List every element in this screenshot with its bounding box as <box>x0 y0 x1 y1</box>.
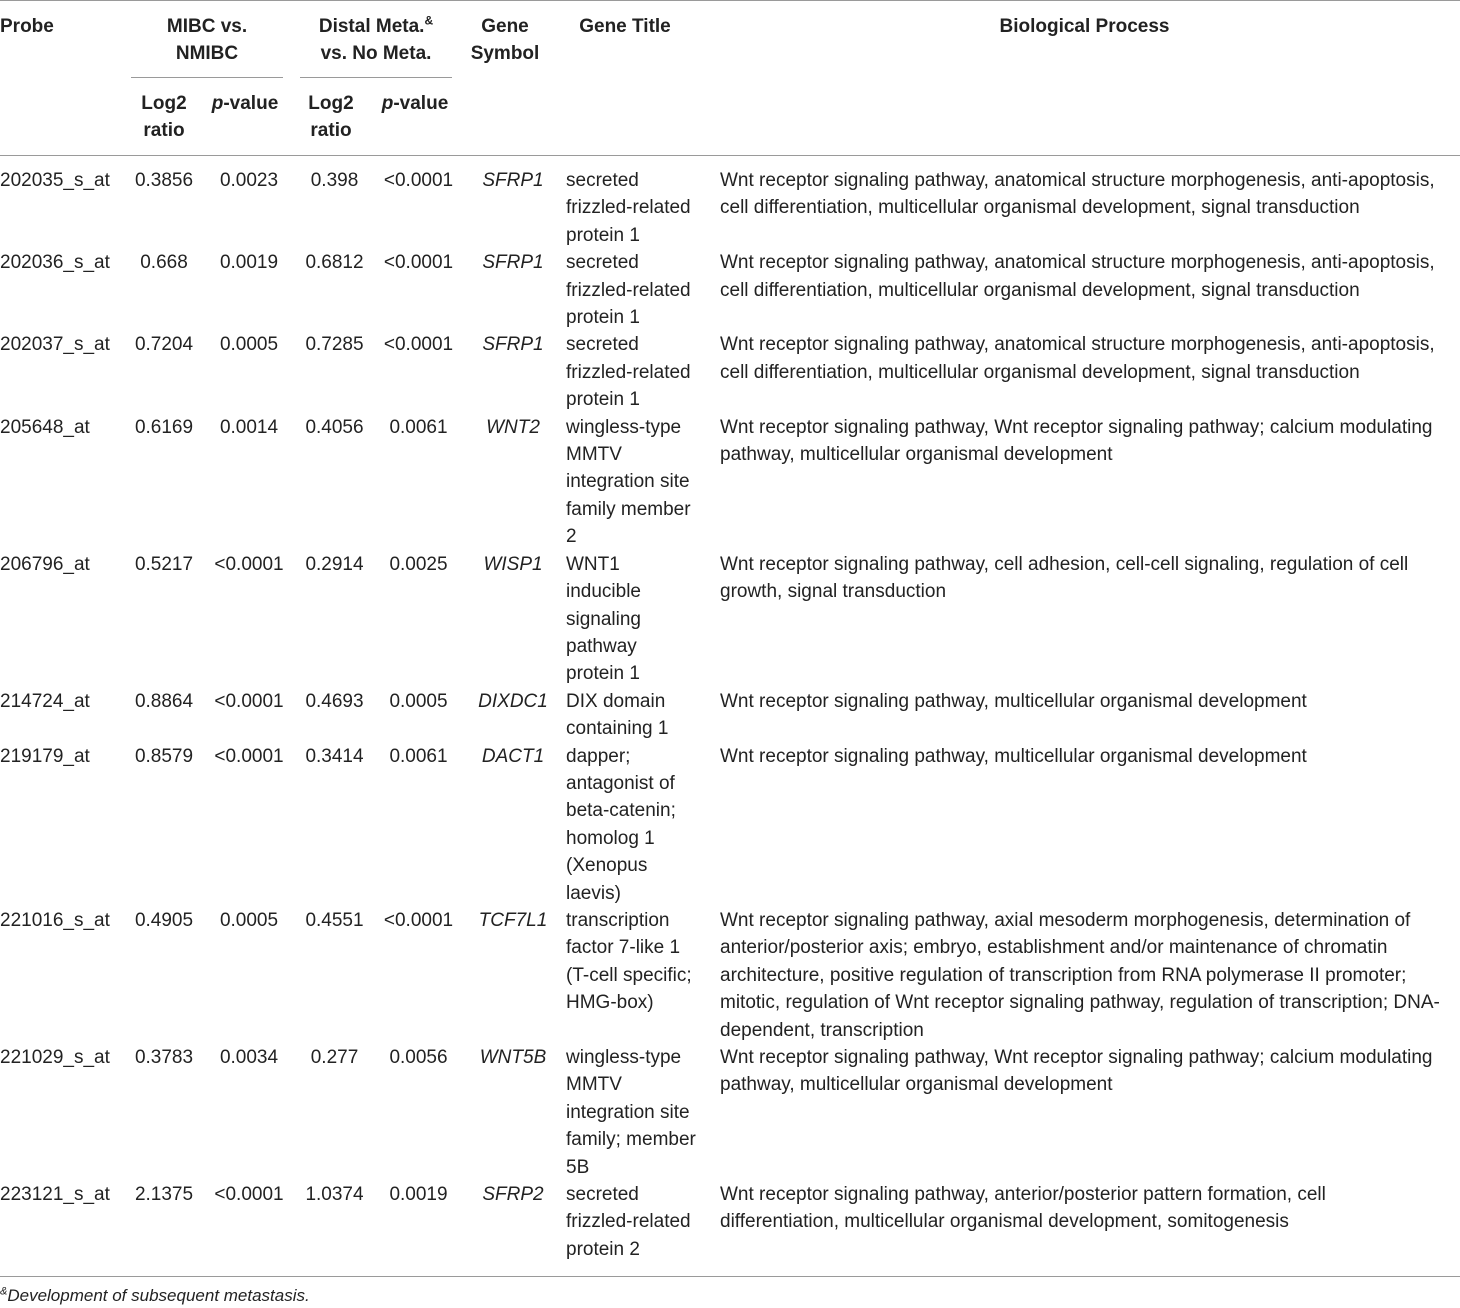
cell-probe: 219179_at <box>0 745 90 767</box>
cell-probe: 205648_at <box>0 416 90 438</box>
header-log2-ratio-2 <box>298 90 364 144</box>
cell-gene-title <box>558 331 720 413</box>
header-pvalue-rest: -value <box>223 93 279 114</box>
cell-probe: 202036_s_at <box>0 252 110 274</box>
cell-pvalue-1: 0.0005 <box>219 909 279 931</box>
header-log2-line2: ratio <box>143 120 185 141</box>
header-group-meta <box>298 13 454 67</box>
header-group-mibc-line1: MIBC vs. <box>166 16 248 37</box>
cell-log2-ratio-2: 0.398 <box>310 170 359 191</box>
biological-process-line: Wnt receptor signaling pathway, multicellular organismal development <box>720 690 1307 712</box>
cell-gene-title <box>558 1181 720 1263</box>
gene-title-line: DIX domain <box>566 690 666 712</box>
cell-pvalue-2: <0.0001 <box>383 170 454 191</box>
table-row <box>0 907 1460 1044</box>
header-group-mibc-line2: NMIBC <box>175 43 239 64</box>
header-pvalue-p: p <box>381 93 394 114</box>
biological-process-line: Wnt receptor signaling pathway, axial mesoderm morphogenesis, determination of <box>720 909 1411 931</box>
gene-title-line: MMTV <box>566 444 622 466</box>
cell-log2-ratio-1: 0.8864 <box>134 690 194 712</box>
table-row <box>0 167 1460 249</box>
cell-log2-ratio-2: 0.7285 <box>305 334 364 356</box>
cell-pvalue-1: 0.0005 <box>219 334 279 356</box>
header-gene-title: Gene Title <box>579 16 671 37</box>
gene-title-line: transcription <box>566 909 670 931</box>
cell-pvalue-1: <0.0001 <box>214 1184 284 1206</box>
cell-pvalue-1: 0.0023 <box>219 170 279 191</box>
cell-log2-ratio-1: 0.5217 <box>134 553 194 575</box>
gene-title-line: (Xenopus <box>566 855 648 877</box>
biological-process-line: dependent, transcription <box>720 1019 924 1041</box>
cell-probe: 202037_s_at <box>0 334 110 356</box>
gene-title-line: secreted <box>566 1184 639 1206</box>
cell-gene-title <box>558 688 720 743</box>
cell-gene-symbol: TCF7L1 <box>478 909 548 931</box>
header-pvalue-1 <box>200 90 290 117</box>
cell-probe: 206796_at <box>0 553 90 575</box>
cell-gene-symbol: WNT2 <box>486 416 540 438</box>
header-gene-symbol <box>466 13 544 67</box>
cell-biological-process <box>720 167 1460 249</box>
table-body <box>0 167 1460 1263</box>
table-row <box>0 743 1460 907</box>
gene-title-line: protein 1 <box>566 663 640 685</box>
biological-process-line: Wnt receptor signaling pathway, anatomical structure morphogenesis, anti-apoptosis, <box>720 334 1435 356</box>
biological-process-line: Wnt receptor signaling pathway, anterior/posterior pattern formation, cell <box>720 1184 1326 1206</box>
table-row <box>0 414 1460 551</box>
gene-title-line: frizzled-related <box>566 197 691 219</box>
table-row <box>0 551 1460 688</box>
table-row <box>0 688 1460 743</box>
cell-log2-ratio-1: 0.6169 <box>134 416 194 438</box>
cell-pvalue-2: <0.0001 <box>383 909 454 931</box>
biological-process-line: differentiation, multicellular organismal development, somitogenesis <box>720 1211 1289 1233</box>
header-group-meta-line2: vs. No Meta. <box>320 43 432 64</box>
table-row <box>0 1181 1460 1263</box>
gene-title-line: HMG-box) <box>566 992 654 1014</box>
cell-probe: 221029_s_at <box>0 1047 110 1068</box>
cell-gene-symbol: SFRP2 <box>482 1184 544 1206</box>
cell-gene-symbol: DACT1 <box>481 745 545 767</box>
gene-title-line: homolog 1 <box>566 827 655 849</box>
biological-process-line: cell differentiation, multicellular organismal development, signal transduction <box>720 197 1360 219</box>
gene-title-line: MMTV <box>566 1074 622 1096</box>
cell-probe: 221016_s_at <box>0 909 110 931</box>
gene-title-line: protein 1 <box>566 224 640 246</box>
cell-biological-process <box>720 414 1460 551</box>
biological-process-line: anterior/posterior axis; embryo, establishment and/or maintenance of chromatin <box>720 937 1388 959</box>
cell-gene-title <box>558 743 720 907</box>
gene-title-line: WNT1 <box>566 553 620 575</box>
cell-gene-symbol: SFRP1 <box>482 170 544 191</box>
cell-probe: 214724_at <box>0 690 90 712</box>
gene-title-line: beta-catenin; <box>566 800 676 822</box>
gene-title-line: wingless-type <box>566 1047 682 1068</box>
biological-process-line: Wnt receptor signaling pathway, Wnt receptor signaling pathway; calcium modulating <box>720 1047 1433 1068</box>
cell-biological-process <box>720 907 1460 1044</box>
cell-log2-ratio-2: 0.2914 <box>305 553 364 575</box>
cell-pvalue-2: <0.0001 <box>383 252 454 274</box>
cell-pvalue-1: 0.0034 <box>219 1047 279 1068</box>
gene-title-line: protein 1 <box>566 307 640 329</box>
cell-log2-ratio-2: 0.6812 <box>305 252 364 274</box>
footnote-marker: & <box>0 1285 8 1298</box>
gene-title-line: secreted <box>566 334 639 356</box>
header-group-meta-rule <box>300 77 452 78</box>
cell-gene-title <box>558 551 720 688</box>
cell-log2-ratio-2: 0.4056 <box>305 416 364 438</box>
header-group-mibc <box>130 13 284 67</box>
cell-log2-ratio-2: 0.4551 <box>305 909 364 931</box>
table-bottom-rule <box>0 1276 1460 1277</box>
cell-pvalue-1: <0.0001 <box>214 690 284 712</box>
cell-log2-ratio-1: 0.3856 <box>134 170 194 191</box>
cell-biological-process <box>720 331 1460 413</box>
header-group-meta-text: Distal Meta. <box>318 16 425 37</box>
biological-process-line: mitotic, regulation of Wnt receptor signaling pathway, regulation of transcription; DNA- <box>720 992 1440 1014</box>
biological-process-line: Wnt receptor signaling pathway, anatomical structure morphogenesis, anti-apoptosis, <box>720 170 1435 191</box>
header-gene-symbol-line2: Symbol <box>470 43 540 64</box>
biological-process-line: Wnt receptor signaling pathway, Wnt receptor signaling pathway; calcium modulating <box>720 416 1433 438</box>
footnote-text: Development of subsequent metastasis. <box>7 1286 310 1305</box>
cell-gene-symbol: SFRP1 <box>482 252 544 274</box>
cell-log2-ratio-1: 0.668 <box>140 252 188 274</box>
gene-title-line: (T-cell specific; <box>566 964 692 986</box>
cell-pvalue-1: <0.0001 <box>214 745 284 767</box>
gene-title-line: 2 <box>566 526 577 548</box>
biological-process-line: Wnt receptor signaling pathway, multicellular organismal development <box>720 745 1307 767</box>
gene-title-line: laevis) <box>566 882 621 904</box>
header-pvalue-rest: -value <box>393 93 449 114</box>
cell-gene-title <box>558 414 720 551</box>
header-pvalue-p: p <box>211 93 224 114</box>
cell-pvalue-2: 0.0019 <box>389 1184 448 1206</box>
gene-title-line: secreted <box>566 170 639 191</box>
biological-process-line: cell differentiation, multicellular organismal development, signal transduction <box>720 279 1360 301</box>
cell-gene-title <box>558 167 720 249</box>
header-group-meta-line1 <box>298 13 454 40</box>
cell-log2-ratio-2: 0.3414 <box>305 745 364 767</box>
cell-biological-process <box>720 249 1460 331</box>
gene-title-line: antagonist of <box>566 772 675 794</box>
cell-log2-ratio-1: 0.7204 <box>134 334 194 356</box>
cell-gene-symbol: WISP1 <box>483 553 543 575</box>
cell-log2-ratio-2: 0.277 <box>310 1047 359 1068</box>
cell-gene-symbol: DIXDC1 <box>478 690 548 712</box>
cell-biological-process <box>720 743 1460 907</box>
cell-log2-ratio-1: 0.4905 <box>134 909 194 931</box>
cell-gene-title <box>558 1044 720 1181</box>
gene-title-line: 5B <box>566 1156 590 1178</box>
gene-title-line: frizzled-related <box>566 279 691 301</box>
table-top-rule <box>0 0 1460 1</box>
cell-gene-symbol: SFRP1 <box>482 334 544 356</box>
header-biological-process: Biological Process <box>999 16 1170 37</box>
gene-title-line: protein 1 <box>566 389 640 411</box>
cell-log2-ratio-1: 0.3783 <box>134 1047 194 1068</box>
gene-title-line: signaling <box>566 608 641 630</box>
cell-log2-ratio-1: 0.8579 <box>134 745 194 767</box>
cell-pvalue-1: 0.0019 <box>219 252 279 274</box>
cell-pvalue-2: 0.0061 <box>389 416 448 438</box>
biological-process-line: pathway, multicellular organismal development <box>720 444 1113 466</box>
header-pvalue-2 <box>370 90 460 117</box>
cell-log2-ratio-2: 0.4693 <box>305 690 364 712</box>
gene-title-line: pathway <box>566 635 637 657</box>
cell-pvalue-2: 0.0025 <box>389 553 448 575</box>
biological-process-line: pathway, multicellular organismal development <box>720 1074 1113 1096</box>
header-log2-ratio-1 <box>130 90 198 144</box>
gene-title-line: inducible <box>566 581 641 603</box>
cell-gene-title <box>558 907 720 1044</box>
cell-gene-symbol: WNT5B <box>479 1047 547 1068</box>
gene-title-line: protein 2 <box>566 1238 640 1260</box>
table-row <box>0 331 1460 413</box>
gene-title-line: dapper; <box>566 745 631 767</box>
cell-log2-ratio-1: 2.1375 <box>134 1184 194 1206</box>
cell-gene-title <box>558 249 720 331</box>
cell-biological-process <box>720 1181 1460 1263</box>
gene-title-line: integration site <box>566 471 690 493</box>
biological-process-line: growth, signal transduction <box>720 581 947 603</box>
biological-process-line: architecture, positive regulation of transcription from RNA polymerase II promoter; <box>720 964 1407 986</box>
cell-log2-ratio-2: 1.0374 <box>305 1184 364 1206</box>
header-group-meta-sup: & <box>424 13 434 28</box>
cell-pvalue-2: 0.0061 <box>389 745 448 767</box>
gene-title-line: frizzled-related <box>566 361 691 383</box>
cell-biological-process <box>720 551 1460 688</box>
header-gene-symbol-line1: Gene <box>481 16 529 37</box>
biological-process-line: cell differentiation, multicellular organismal development, signal transduction <box>720 361 1360 383</box>
gene-title-line: family; member <box>566 1129 696 1151</box>
cell-pvalue-2: <0.0001 <box>383 334 454 356</box>
table-footnote <box>0 1284 310 1308</box>
cell-probe: 223121_s_at <box>0 1184 110 1206</box>
table-row <box>0 1044 1460 1181</box>
header-log2-line1: Log2 <box>141 93 187 114</box>
header-group-mibc-rule <box>131 77 283 78</box>
gene-title-line: frizzled-related <box>566 1211 691 1233</box>
cell-pvalue-2: 0.0005 <box>389 690 448 712</box>
cell-probe: 202035_s_at <box>0 170 110 191</box>
biological-process-line: Wnt receptor signaling pathway, anatomical structure morphogenesis, anti-apoptosis, <box>720 252 1435 274</box>
table-header-rule <box>0 155 1460 156</box>
gene-title-line: containing 1 <box>566 718 669 740</box>
cell-pvalue-1: 0.0014 <box>219 416 279 438</box>
header-log2-line1: Log2 <box>308 93 354 114</box>
cell-pvalue-2: 0.0056 <box>389 1047 448 1068</box>
gene-title-line: secreted <box>566 252 639 274</box>
gene-title-line: integration site <box>566 1101 690 1123</box>
table-row <box>0 249 1460 331</box>
gene-title-line: factor 7-like 1 <box>566 937 681 959</box>
gene-title-line: wingless-type <box>566 416 682 438</box>
header-probe: Probe <box>0 16 54 37</box>
cell-biological-process <box>720 688 1460 743</box>
biological-process-line: Wnt receptor signaling pathway, cell adhesion, cell-cell signaling, regulation of cell <box>720 553 1409 575</box>
cell-pvalue-1: <0.0001 <box>214 553 284 575</box>
header-log2-line2: ratio <box>310 120 352 141</box>
cell-biological-process <box>720 1044 1460 1181</box>
gene-title-line: family member <box>566 498 691 520</box>
